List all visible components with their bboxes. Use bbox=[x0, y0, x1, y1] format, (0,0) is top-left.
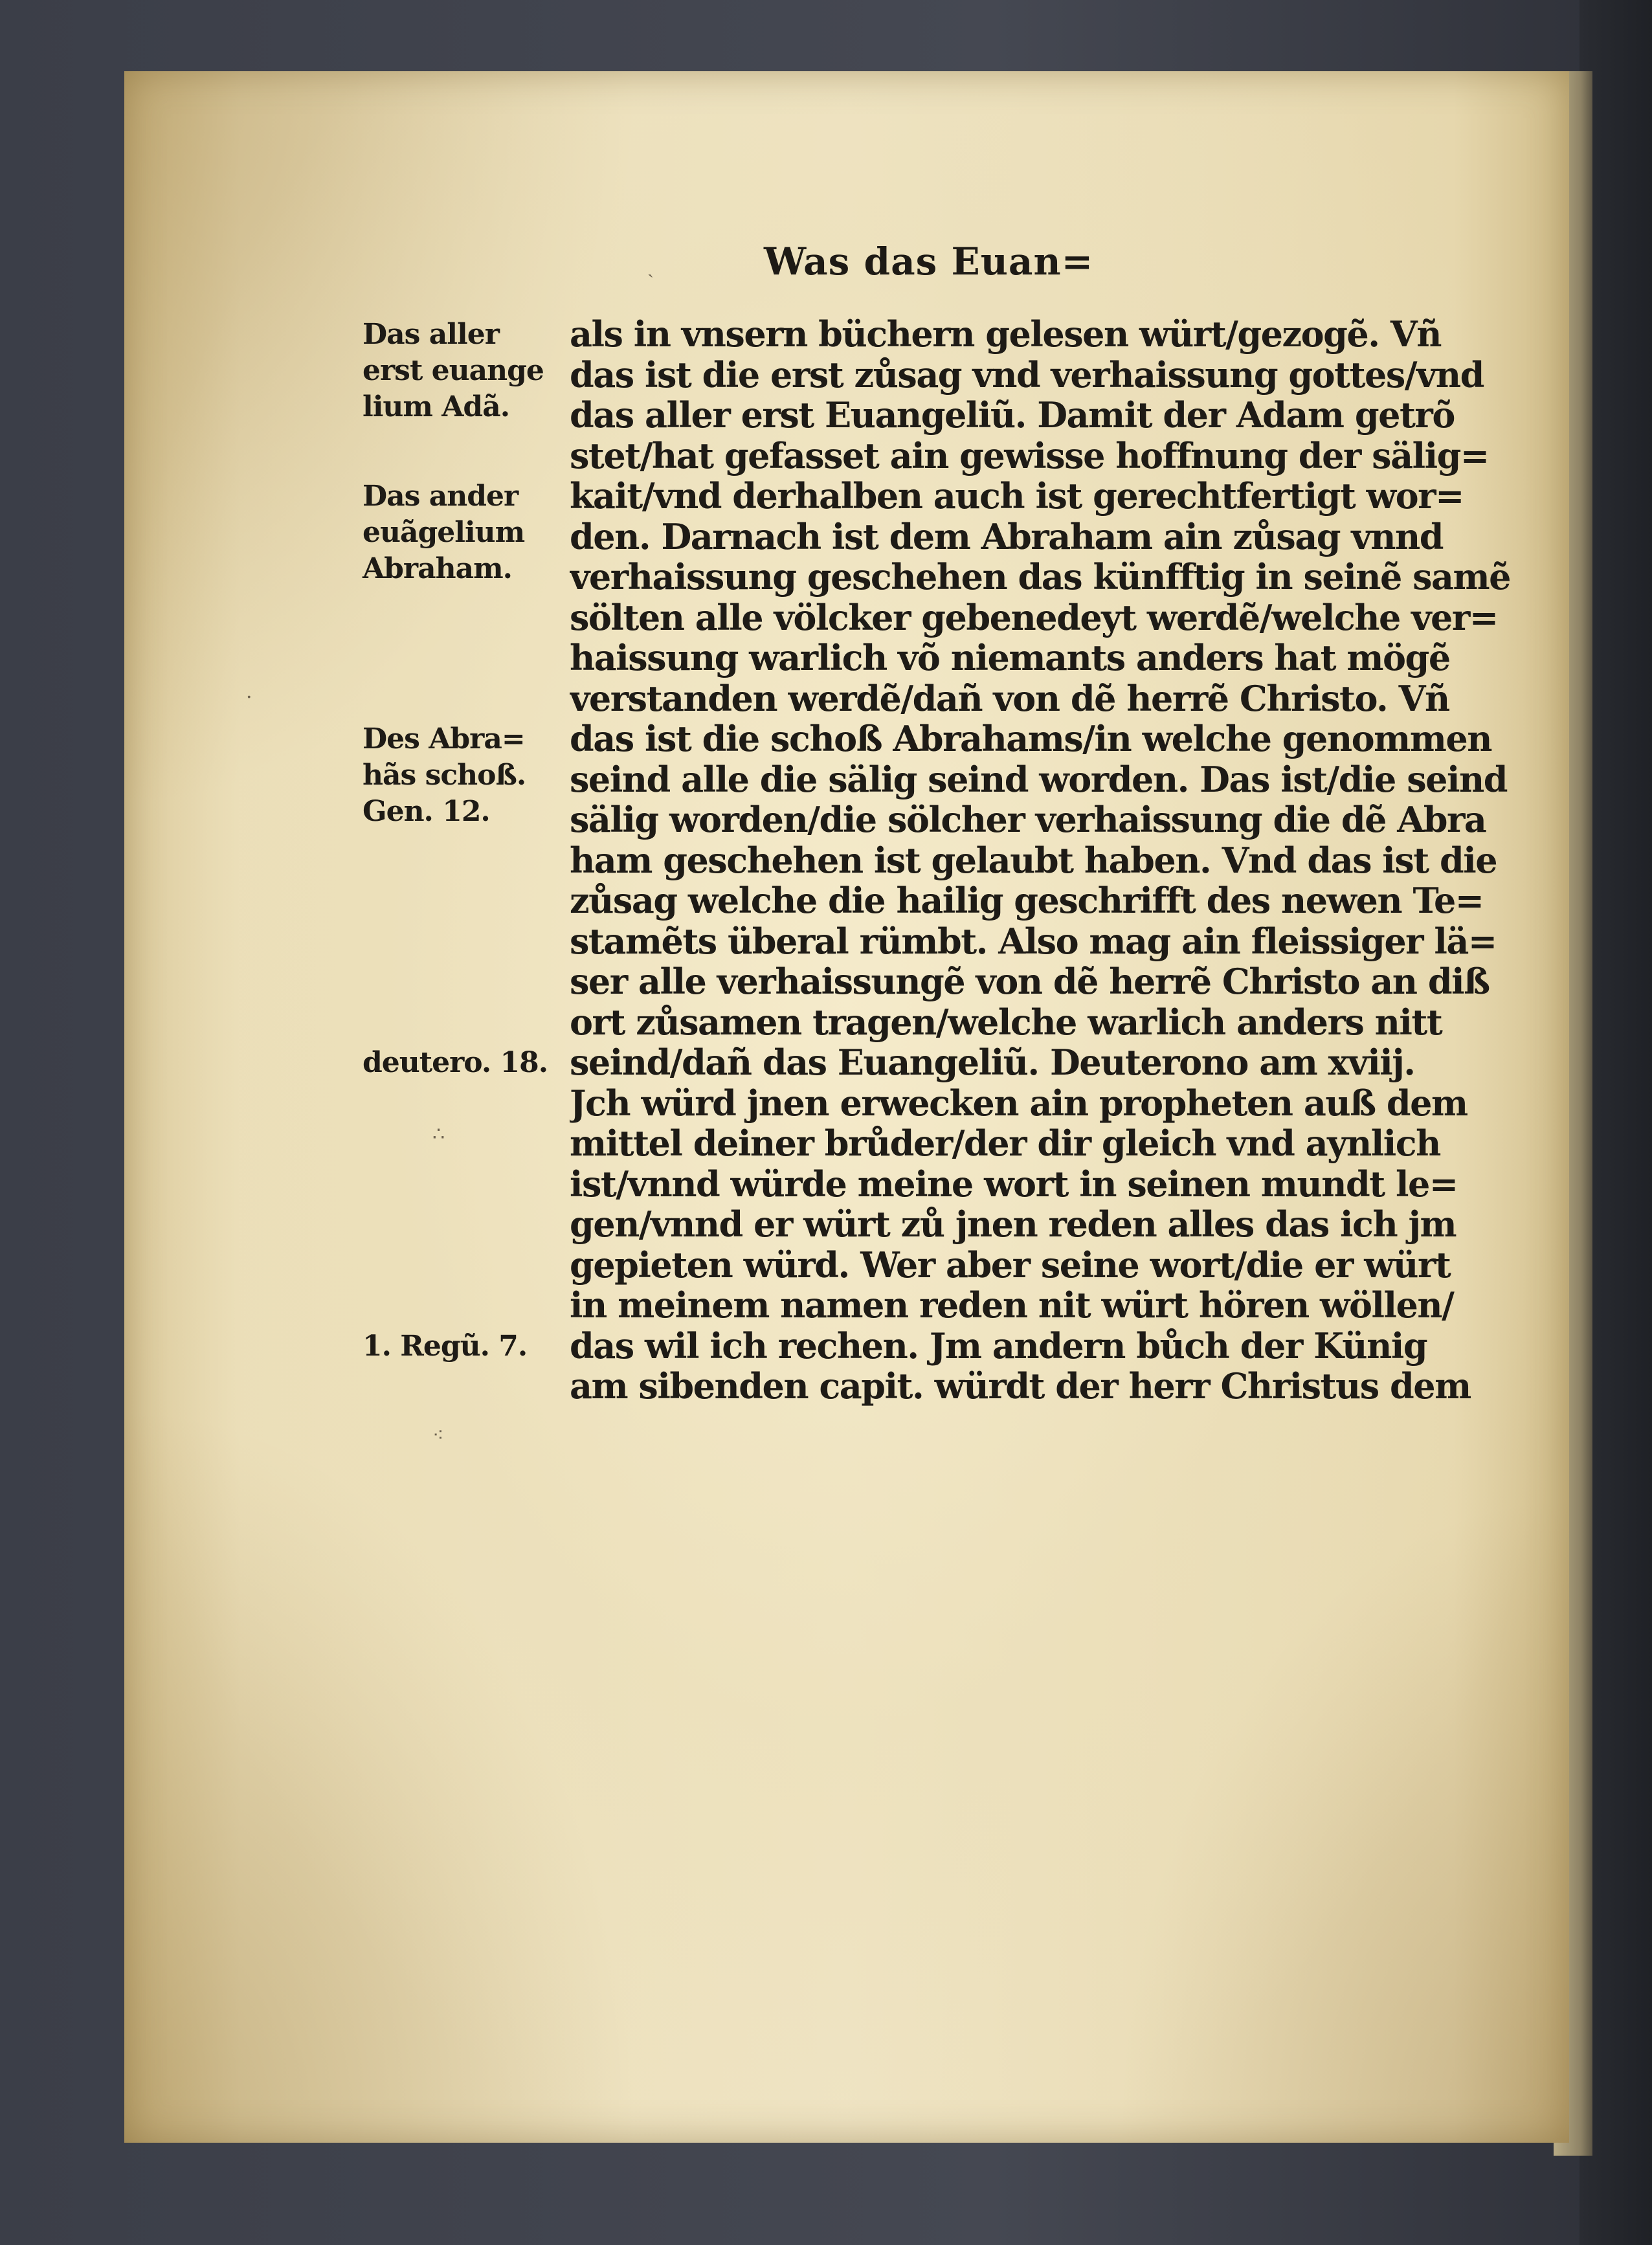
text-line: den. Darnach ist dem Abraham ain zůsag vnnd bbox=[570, 516, 1444, 557]
text-line: das ist die schoß Abrahams/in welche genommen bbox=[570, 719, 1492, 759]
margin-gloss: Des Abra= hãs schoß. Gen. 12. bbox=[363, 722, 526, 828]
text-line: seind/dañ das Euangeliũ. Deuterono am xviij. bbox=[570, 1042, 1415, 1083]
printer-mark: ∴ bbox=[432, 1123, 445, 1146]
text-line: gen/vnnd er würt zů jnen reden alles das ich jm bbox=[570, 1204, 1457, 1245]
text-line: Jch würd jnen erwecken ain propheten auß dem bbox=[570, 1082, 1468, 1123]
text-line: gepieten würd. Wer aber seine wort/die er würt bbox=[570, 1244, 1451, 1285]
margin-gloss: Das aller erst euange lium Adã. bbox=[363, 318, 544, 423]
margin-gloss: 1. Regũ. 7. bbox=[363, 1329, 528, 1363]
text-line: ham geschehen ist gelaubt haben. Vnd das ist die bbox=[570, 840, 1497, 880]
text-line: verstanden werdẽ/dañ von dẽ herrẽ Christo. Vñ bbox=[570, 678, 1449, 719]
printer-mark: ⁖ bbox=[432, 1424, 444, 1447]
text-line: als in vnsern büchern gelesen würt/gezogẽ. Vñ bbox=[570, 314, 1442, 355]
text-line: das aller erst Euangeliũ. Damit der Adam getrõ bbox=[570, 395, 1455, 436]
text-line: kait/vnd derhalben auch ist gerechtfertigt wor= bbox=[570, 476, 1464, 517]
printer-mark: ˎ bbox=[647, 256, 654, 278]
text-line: zůsag welche die hailig geschrifft des newen Te= bbox=[570, 880, 1484, 921]
text-line: ort zůsamen tragen/welche warlich anders nitt bbox=[570, 1001, 1442, 1042]
text-line: seind alle die sälig seind worden. Das ist/die seind bbox=[570, 759, 1508, 799]
text-line: ser alle verhaissungẽ von dẽ herrẽ Christo an diß bbox=[570, 961, 1490, 1002]
text-line: in meinem namen reden nit würt hören wöllen/ bbox=[570, 1285, 1454, 1326]
margin-gloss: deutero. 18. bbox=[363, 1046, 548, 1079]
text-line: am sibenden capit. würdt der herr Christus dem bbox=[570, 1366, 1471, 1407]
text-line: das wil ich rechen. Jm andern bůch der Künig bbox=[570, 1325, 1427, 1366]
text-line: ist/vnnd würde meine wort in seinen mundt le= bbox=[570, 1163, 1458, 1204]
text-line: stet/hat gefasset ain gewisse hoffnung der sälig= bbox=[570, 435, 1489, 476]
text-line: das ist die erst zůsag vnd verhaissung gottes/vnd bbox=[570, 354, 1484, 395]
text-line: sälig worden/die sölcher verhaissung die dẽ Abra bbox=[570, 799, 1486, 840]
text-line: stamẽts überal rümbt. Also mag ain fleissiger lä= bbox=[570, 921, 1497, 961]
text-line: mittel deiner brůder/der dir gleich vnd aynlich bbox=[570, 1123, 1440, 1164]
text-line: haissung warlich võ niemants anders hat mögẽ bbox=[570, 638, 1450, 678]
body-text bbox=[570, 314, 1554, 1407]
text-line: sölten alle völcker gebenedeyt werdẽ/welche ver= bbox=[570, 597, 1498, 638]
text-line: verhaissung geschehen das künfftig in seinẽ samẽ bbox=[570, 557, 1511, 598]
printer-mark: · bbox=[246, 686, 252, 709]
running-head: Was das Euan= bbox=[764, 240, 1094, 284]
margin-gloss: Das ander euãgelium Abraham. bbox=[363, 480, 525, 585]
